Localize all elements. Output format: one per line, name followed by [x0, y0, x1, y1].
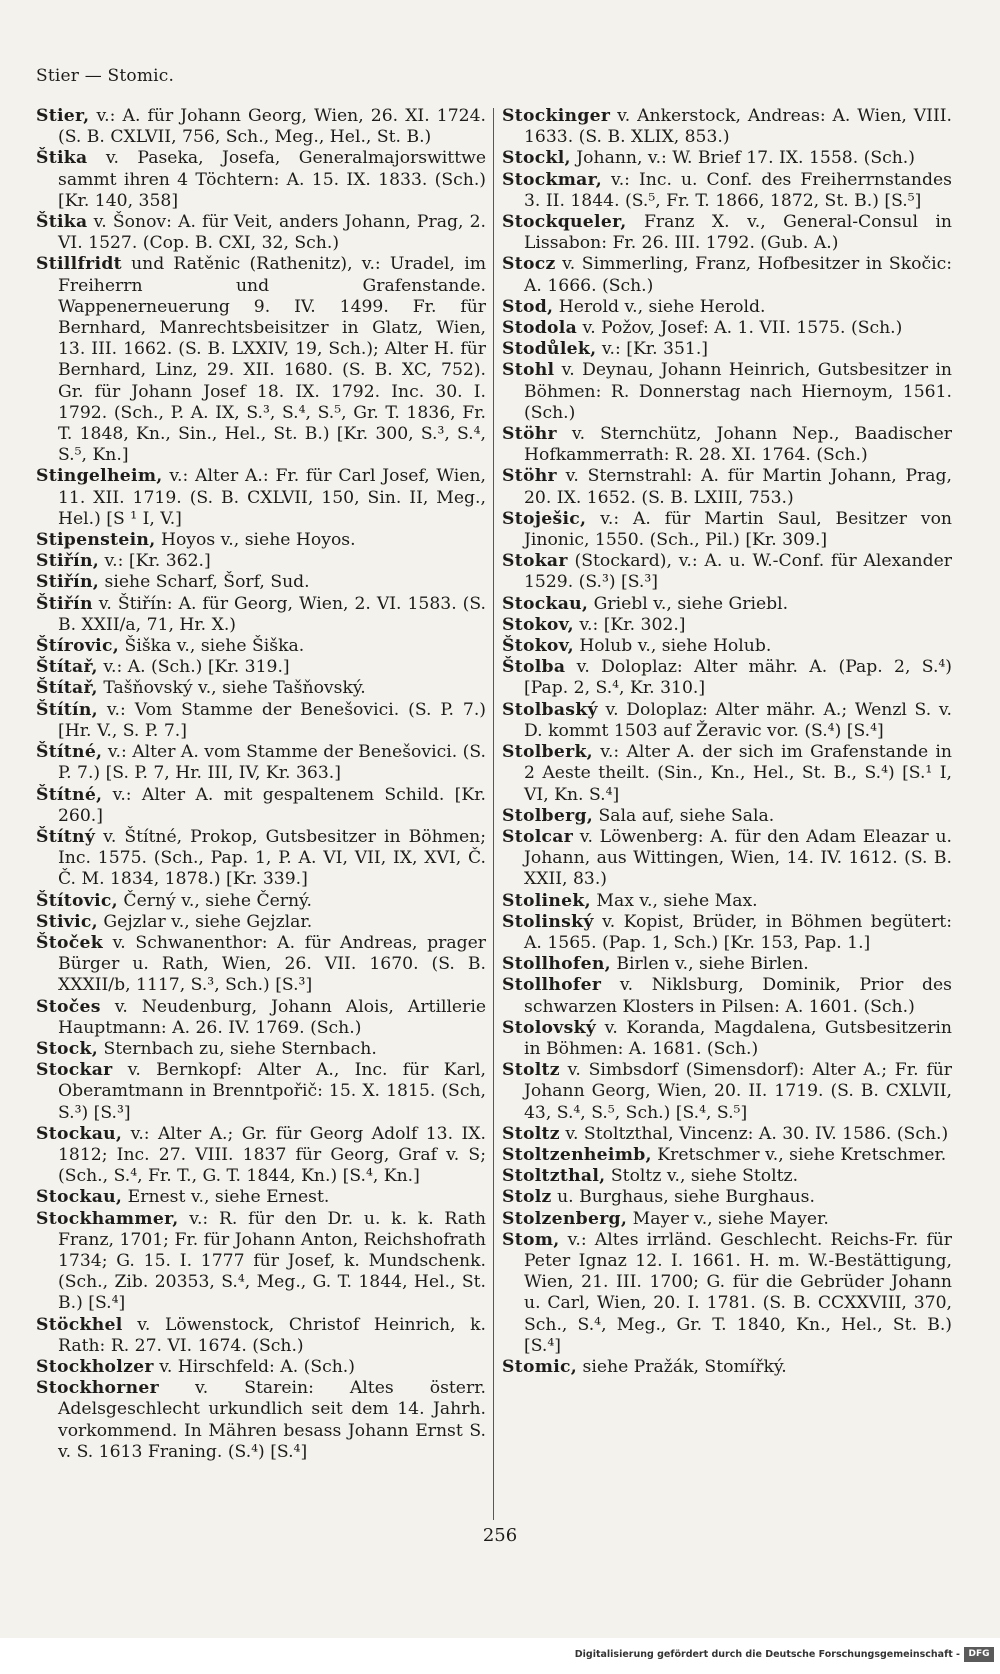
entry-headword: Stomic,	[502, 1356, 578, 1377]
entry-headword: Stockqueler,	[502, 212, 627, 233]
entry-text: v. Starein: Altes österr. Adelsgeschlecht urkundlich seit dem 14. Jahrh. vorkommend. In Mähren besass Johann Ernst S. v. S. 1613 Franing. (S.⁴) [S.⁴]	[58, 1378, 486, 1462]
entry-headword: Stockau,	[502, 593, 589, 614]
entry	[502, 954, 952, 975]
entry-headword: Štítovic,	[36, 890, 118, 911]
entry-text: v.: Alter A. der sich im Grafenstande in 2 Aeste theilt. (Sin., Kn., Hel., St. B., S.⁴) [S.¹ I, VI, Kn. S.⁴]	[524, 742, 952, 805]
entry-text: siehe Scharf, Šorf, Sud.	[99, 572, 310, 593]
entry-text: Mayer v., siehe Mayer.	[627, 1208, 829, 1229]
entry	[36, 466, 486, 530]
entry	[36, 212, 486, 254]
entry	[502, 1187, 952, 1208]
entry-text: v. Deynau, Johann Heinrich, Gutsbesitzer in Böhmen: R. Donnerstag nach Hiernoym, 1561. (Sch.)	[524, 360, 952, 423]
entry	[36, 1187, 486, 1208]
entry-headword: Štítné,	[36, 742, 103, 763]
entry	[502, 551, 952, 593]
entry-text: v. Simmerling, Franz, Hofbesitzer in Skočic: A. 1666. (Sch.)	[524, 254, 952, 296]
entry	[36, 657, 486, 678]
entry-text: Hoyos v., siehe Hoyos.	[155, 530, 356, 551]
entry-text: v.: Alter A. vom Stamme der Benešovici. (S. P. 7.) [S. P. 7, Hr. III, IV, Kr. 363.]	[58, 742, 486, 784]
entry	[502, 148, 952, 169]
entry-text: v.: Vom Stamme der Benešovici. (S. P. 7.) [Hr. V., S. P. 7.]	[58, 699, 486, 741]
entry	[36, 148, 486, 212]
entry-text: v.: A. für Johann Georg, Wien, 26. XI. 1724. (S. B. CXLVII, 756, Sch., Meg., Hel., St. B.)	[58, 106, 486, 148]
entry	[36, 530, 486, 551]
entry	[502, 509, 952, 551]
entry-text: v. Kopist, Brüder, in Böhmen begütert: A. 1565. (Pap. 1, Sch.) [Kr. 153, Pap. 1.]	[524, 911, 952, 953]
entry-headword: Stockholzer	[36, 1356, 154, 1377]
entry-headword: Stocz	[502, 254, 556, 275]
entry	[502, 657, 952, 699]
entry	[36, 1315, 486, 1357]
entry-text: Stoltz v., siehe Stoltz.	[605, 1166, 799, 1187]
entry-text: und Ratěnic (Rathenitz), v.: Uradel, im Freiherrn und Grafenstande. Wappenerneuerung 9. IV. 1499. Fr. für Bernhard, Manrechtsbeisitzer in Glatz, Wien, 13. III. 1662. (S. B. LXXIV, 19, Sch.); Alter H. für Bernhard, Linz, 29. XII. 1680. (S. B. XC, 752). Gr. für Johann Josef 18. IX. 1792. Inc. 30. I. 1792. (Sch., P. A. IX, S.³, S.⁴, S.⁵, Gr. T. 1836, Fr. T. 1848, Kn., Sin., Hel., St. B.) [Kr. 300, S.³, S.⁴, S.⁵, Kn.]	[58, 254, 486, 466]
entry-headword: Štírovic,	[36, 636, 120, 657]
entry-headword: Stolinek,	[502, 890, 591, 911]
entry-headword: Stockar	[36, 1060, 113, 1081]
entry	[502, 297, 952, 318]
entry-headword: Stoltzenheimb,	[502, 1144, 652, 1165]
entry	[502, 615, 952, 636]
entry	[502, 254, 952, 296]
dfg-logo: DFG	[964, 1647, 994, 1662]
entry-text: Šiška v., siehe Šiška.	[119, 636, 305, 657]
entry-headword: Stöhr	[502, 466, 557, 487]
entry-text: v.: Inc. u. Conf. des Freiherrnstandes 3. II. 1844. (S.⁵, Fr. T. 1866, 1872, St. B.) [S.⁵]	[524, 169, 952, 211]
entry	[502, 212, 952, 254]
entry-text: Gejzlar v., siehe Gejzlar.	[97, 911, 313, 932]
entry	[36, 1209, 486, 1315]
entry-headword: Štítař,	[36, 657, 98, 678]
entry-text: v. Hirschfeld: A. (Sch.)	[153, 1356, 355, 1377]
entry-text: v. Štiřín: A. für Georg, Wien, 2. VI. 1583. (S. B. XXII/a, 71, Hr. X.)	[58, 593, 486, 635]
entry-headword: Stočes	[36, 996, 101, 1017]
entry	[502, 424, 952, 466]
entry-text: u. Burghaus, siehe Burghaus.	[551, 1187, 815, 1208]
entry-headword: Stolberg,	[502, 805, 594, 826]
entry-headword: Stolz	[502, 1187, 552, 1208]
entry-text: v.: Alter A. mit gespaltenem Schild. [Kr. 260.]	[58, 784, 486, 826]
entry-headword: Stoltzthal,	[502, 1166, 606, 1187]
entry	[36, 1060, 486, 1124]
entry-headword: Stockmar,	[502, 169, 602, 190]
entry	[36, 551, 486, 572]
entry	[502, 1018, 952, 1060]
entry-text: v. Šonov: A. für Veit, anders Johann, Prag, 2. VI. 1527. (Cop. B. CXI, 32, Sch.)	[58, 212, 486, 254]
entry	[36, 997, 486, 1039]
entry-headword: Stipenstein,	[36, 530, 156, 551]
entry	[36, 1378, 486, 1463]
entry-text: Birlen v., siehe Birlen.	[610, 954, 809, 975]
entry-text: v. Požov, Josef: A. 1. VII. 1575. (Sch.)	[577, 318, 903, 339]
entry-headword: Stolcar	[502, 826, 574, 847]
entry-text: siehe Pražák, Stomířký.	[577, 1356, 787, 1377]
entry-headword: Stockhorner	[36, 1378, 159, 1399]
entry-headword: Štika	[36, 148, 88, 169]
entry	[502, 339, 952, 360]
entry	[502, 466, 952, 508]
entry-text: v. Schwanenthor: A. für Andreas, prager Bürger u. Rath, Wien, 26. VII. 1670. (S. B. XXXII/b, 1117, S.³, Sch.) [S.³]	[58, 932, 486, 996]
entry-headword: Štika	[36, 212, 88, 233]
entry	[502, 594, 952, 615]
entry-text: v.: A. (Sch.) [Kr. 319.]	[97, 657, 290, 678]
left-column	[36, 106, 486, 1463]
entry-headword: Stolinský	[502, 911, 594, 932]
entry-text: v. Sternchütz, Johann Nep., Baadischer Hofkammerrath: R. 28. XI. 1764. (Sch.)	[524, 424, 952, 466]
entry-text: Ernest v., siehe Ernest.	[122, 1187, 330, 1208]
entry-headword: Stolovský	[502, 1017, 597, 1038]
entry-text: Sala auf, siehe Sala.	[593, 805, 775, 826]
entry	[502, 170, 952, 212]
entry-headword: Štiřín	[36, 593, 93, 614]
entry-text: Černý v., siehe Černý.	[117, 890, 312, 911]
entry-text: v.: R. für den Dr. u. k. k. Rath Franz, 1701; Fr. für Johann Anton, Reichshofrath 1734; G. 15. I. 1777 für Josef, k. Mundschenk. (Sch., Zib. 20353, S.⁴, Meg., G. T. 1844, Hel., St. B.) [S.⁴]	[58, 1208, 486, 1314]
entry-text: v. Neudenburg, Johann Alois, Artillerie Hauptmann: A. 26. IV. 1769. (Sch.)	[58, 996, 486, 1038]
entry-headword: Štítař,	[36, 678, 98, 699]
entry-text: (Stockard), v.: A. u. W.-Conf. für Alexander 1529. (S.³) [S.³]	[524, 551, 952, 593]
entry-headword: Štolba	[502, 657, 566, 678]
entry-text: v. Paseka, Josefa, Generalmajorswittwe sammt ihren 4 Töchtern: A. 15. IX. 1833. (Sch.) [Kr. 140, 358]	[58, 148, 486, 211]
page-number: 256	[482, 1525, 518, 1546]
entry-text: v. Stoltzthal, Vincenz: A. 30. IV. 1586. (Sch.)	[559, 1123, 949, 1144]
entry	[502, 1166, 952, 1187]
entry-headword: Stodola	[502, 318, 578, 339]
entry	[36, 912, 486, 933]
entry-text: v.: Alter A.: Fr. für Carl Josef, Wien, 11. XII. 1719. (S. B. CXLVII, 150, Sin. II, Meg., Hel.) [S ¹ I, V.]	[58, 466, 486, 529]
entry-headword: Štítný	[36, 826, 96, 847]
entry	[36, 1124, 486, 1188]
entry-text: v. Bernkopf: Alter A., Inc. für Karl, Oberamtmann in Brenntpořič: 15. X. 1815. (Sch, S.³) [S.³]	[58, 1060, 486, 1123]
entry-headword: Stöckhel	[36, 1314, 123, 1335]
footer-strip	[0, 1638, 1000, 1674]
entry-headword: Štítné,	[36, 784, 103, 805]
entry	[502, 1230, 952, 1357]
entry-text: Sternbach zu, siehe Sternbach.	[97, 1038, 377, 1059]
entry-text: v.: A. für Martin Saul, Besitzer von Jinonic, 1550. (Sch., Pil.) [Kr. 309.]	[524, 508, 952, 551]
entry-text: v.: Alter A.; Gr. für Georg Adolf 13. IX. 1812; Inc. 27. VIII. 1837 für Georg, Graf v. S; (Sch., S.⁴, Fr. T., G. T. 1844, Kn.) [S.⁴, Kn.]	[58, 1123, 486, 1187]
entry-headword: Stolzenberg,	[502, 1208, 628, 1229]
entry-headword: Stolbaský	[502, 699, 598, 720]
entry	[502, 827, 952, 891]
entry	[36, 1039, 486, 1060]
entry-headword: Stom,	[502, 1229, 560, 1250]
entry-text: Holub v., siehe Holub.	[573, 636, 772, 657]
entry-headword: Stodůlek,	[502, 339, 597, 360]
entry-text: v. Štítné, Prokop, Gutsbesitzer in Böhmen; Inc. 1575. (Sch., Pap. 1, P. A. VI, VII, IX, XVI, Č. Č. M. 1834, 1878.) [Kr. 339.]	[58, 826, 486, 890]
entry	[502, 106, 952, 148]
entry-text: v. Doloplaz: Alter mähr. A. (Pap. 2, S.⁴) [Pap. 2, S.⁴, Kr. 310.]	[524, 657, 952, 699]
entry	[36, 700, 486, 742]
entry-headword: Stolberk,	[502, 742, 593, 763]
entry	[502, 700, 952, 742]
entry	[36, 254, 486, 466]
entry-headword: Stingelheim,	[36, 466, 163, 487]
entry-headword: Stillfridt	[36, 254, 122, 275]
entry-headword: Štítín,	[36, 699, 98, 720]
entry-headword: Stollhofen,	[502, 954, 611, 975]
entry-text: Franz X. v., General-Consul in Lissabon: Fr. 26. III. 1792. (Gub. A.)	[524, 212, 952, 254]
entry-headword: Stiřín,	[36, 572, 100, 593]
entry-headword: Stollhofer	[502, 975, 602, 996]
entry-headword: Stockau,	[36, 1123, 123, 1144]
entry-text: v. Simbsdorf (Simensdorf): Alter A.; Fr. für Johann Georg, Wien, 20. II. 1719. (S. B. CXLVII, 43, S.⁴, S.⁵, Sch.) [S.⁴, S.⁵]	[524, 1060, 952, 1123]
entry	[502, 742, 952, 806]
entry-text: v.: Altes irrländ. Geschlecht. Reichs-Fr. für Peter Ignaz 12. I. 1661. H. m. W.-Bestättigung, Wien, 21. III. 1700; G. für die Gebrüder Johann u. Carl, Wien, 20. I. 1781. (S. B. CCXXVIII, 370, Sch., S.⁴, Meg., Gr. T. 1840, Kn., Hel., St. B.) [S.⁴]	[524, 1229, 952, 1356]
entry-headword: Stokar	[502, 551, 568, 572]
entry-headword: Stier,	[36, 106, 90, 126]
entry	[502, 1145, 952, 1166]
entry	[502, 1124, 952, 1145]
entry-headword: Stoltz	[502, 1123, 560, 1144]
entry	[502, 806, 952, 827]
entry-headword: Stockau,	[36, 1187, 123, 1208]
entry	[36, 785, 486, 827]
entry	[502, 360, 952, 424]
entry	[36, 742, 486, 784]
entry-text: v.: [Kr. 362.]	[99, 551, 211, 572]
entry	[502, 1060, 952, 1124]
entry-headword: Stiřín,	[36, 551, 100, 572]
entry	[502, 912, 952, 954]
entry-headword: Stockinger	[502, 106, 611, 126]
digitization-credit: Digitalisierung gefördert durch die Deutsche Forschungsgemeinschaft -	[574, 1649, 960, 1660]
entry-text: v. Sternstrahl: A. für Martin Johann, Prag, 20. IX. 1652. (S. B. LXIII, 753.)	[524, 466, 952, 508]
right-column	[502, 106, 952, 1378]
entry	[36, 933, 486, 997]
entry-headword: Stockhammer,	[36, 1208, 179, 1229]
entry	[36, 1357, 486, 1378]
entry-text: Griebl v., siehe Griebl.	[588, 593, 789, 614]
entry-headword: Štoček	[36, 932, 103, 953]
entry	[502, 1209, 952, 1230]
entry-text: v.: [Kr. 302.]	[573, 614, 686, 635]
entry	[36, 678, 486, 699]
entry-text: v. Löwenstock, Christof Heinrich, k. Rath: R. 27. VI. 1674. (Sch.)	[58, 1314, 486, 1356]
running-head: Stier — Stomic.	[36, 66, 175, 86]
entry-text: v. Ankerstock, Andreas: A. Wien, VIII. 1633. (S. B. XLIX, 853.)	[524, 106, 952, 148]
entry-headword: Stoješic,	[502, 508, 587, 529]
entry-headword: Stokov,	[502, 614, 574, 635]
entry	[502, 318, 952, 339]
entry-text: Tašňovský v., siehe Tašňovský.	[97, 678, 366, 699]
entry	[36, 594, 486, 636]
entry-text: Johann, v.: W. Brief 17. IX. 1558. (Sch.)	[570, 148, 915, 169]
entry	[502, 891, 952, 912]
entry	[36, 891, 486, 912]
entry-headword: Stivic,	[36, 911, 98, 932]
entry-headword: Stohl	[502, 360, 555, 381]
entry	[502, 975, 952, 1017]
entry-text: Max v., siehe Max.	[590, 890, 758, 911]
entry-headword: Stöhr	[502, 424, 557, 445]
column-divider	[493, 108, 494, 1520]
entry-text: v.: [Kr. 351.]	[596, 339, 709, 360]
entry	[502, 636, 952, 657]
entry	[36, 106, 486, 148]
entry-headword: Štokov,	[502, 636, 574, 657]
entry	[36, 827, 486, 891]
entry	[36, 572, 486, 593]
entry-headword: Stod,	[502, 296, 554, 317]
entry-text: Herold v., siehe Herold.	[553, 296, 766, 317]
entry-text: v. Koranda, Magdalena, Gutsbesitzerin in Böhmen: A. 1681. (Sch.)	[524, 1017, 952, 1059]
entry-text: v. Niklsburg, Dominik, Prior des schwarzen Klosters in Pilsen: A. 1601. (Sch.)	[524, 975, 952, 1017]
entry-text: Kretschmer v., siehe Kretschmer.	[651, 1144, 947, 1165]
entry	[502, 1357, 952, 1378]
entry-text: v. Löwenberg: A. für den Adam Eleazar u. Johann, aus Wittingen, Wien, 14. IV. 1612. (S. B. XXII, 83.)	[524, 826, 952, 890]
entry-headword: Stock,	[36, 1038, 98, 1059]
entry-headword: Stockl,	[502, 148, 571, 169]
entry	[36, 636, 486, 657]
entry-text: v. Doloplaz: Alter mähr. A.; Wenzl S. v. D. kommt 1503 auf Žeravic vor. (S.⁴) [S.⁴]	[524, 699, 952, 741]
entry-headword: Stoltz	[502, 1060, 560, 1081]
